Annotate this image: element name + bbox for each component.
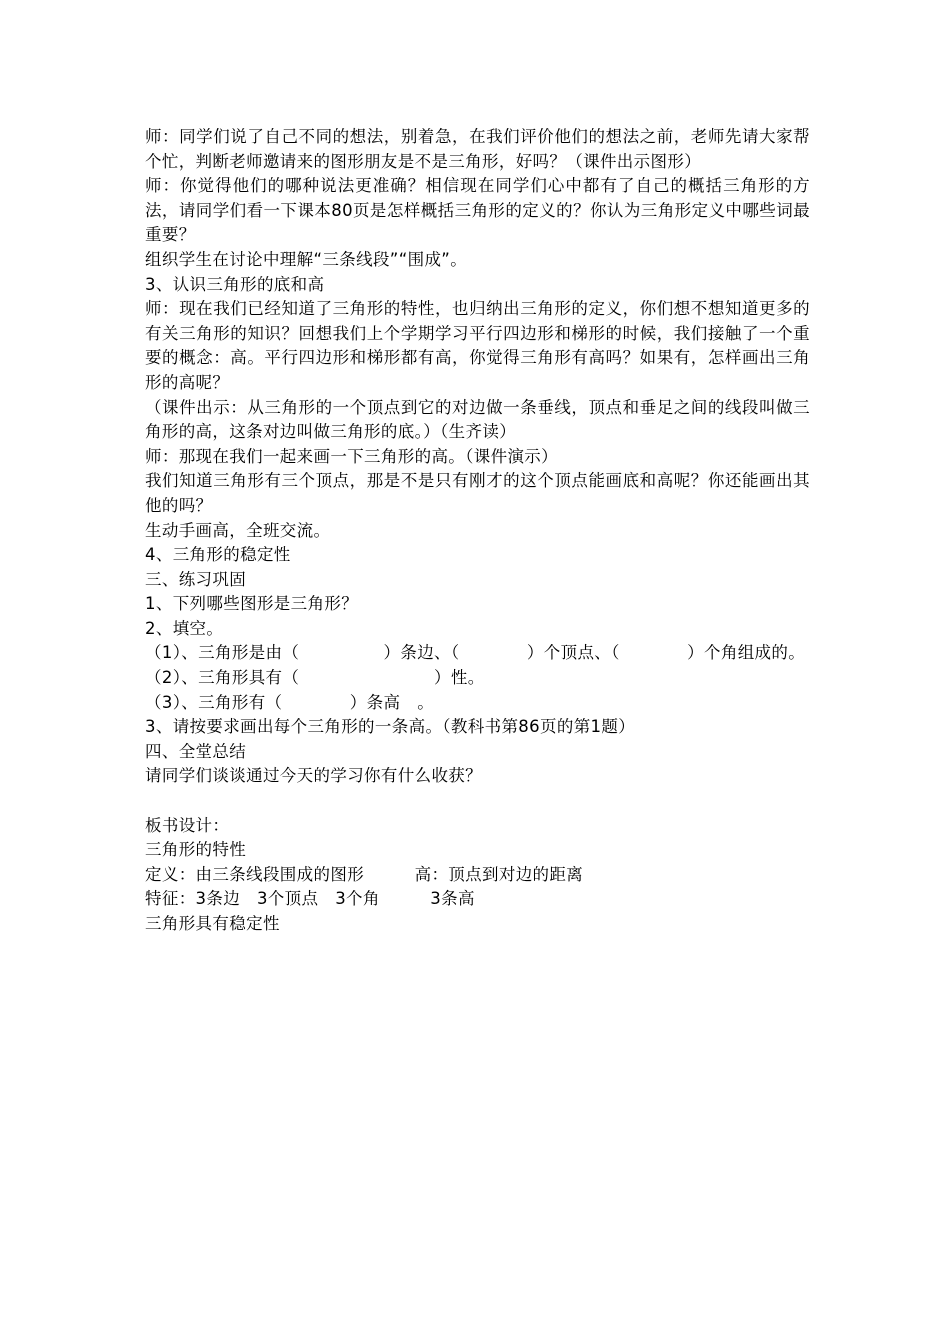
section-base-height-heading: 3、认识三角形的底和高 — [145, 274, 325, 294]
exercise-2-item-3: （3）、三角形有（ ）条高 。 — [145, 692, 435, 712]
section-summary-heading: 四、全堂总结 — [145, 741, 247, 761]
board-definition: 定义：由三条线段围成的图形 高：顶点到对边的距离 — [145, 864, 584, 884]
section-practice-heading: 三、练习巩固 — [145, 569, 247, 589]
exercise-2: 2、填空。 — [145, 618, 224, 638]
exercise-2-item-2: （2）、三角形具有（ ）性。 — [145, 668, 485, 688]
paragraph-teacher-judge-shapes: 师：同学们说了自己不同的想法，别着急，在我们评价他们的想法之前，老师先请大家帮个忙，判断老师邀请来的图形朋友是不是三角形，好吗？（课件出示图形） — [145, 127, 810, 171]
paragraph-teacher-height: 师：现在我们已经知道了三角形的特性，也归纳出三角形的定义，你们想不想知道更多的有关三角形的知识？回想我们上个学期学习平行四边形和梯形的时候，我们接触了一个重要的概念：高。平行四边形和梯形都有高，你觉得三角形有高吗？如果有，怎样画出三角形的高呢？ — [145, 299, 810, 392]
paragraph-three-vertices: 我们知道三角形有三个顶点，那是不是只有刚才的这个顶点能画底和高呢？你还能画出其他的吗？ — [145, 471, 810, 515]
paragraph-students-draw: 生动手画高，全班交流。 — [145, 520, 331, 540]
paragraph-summary-question: 请同学们谈谈通过今天的学习你有什么收获？ — [145, 766, 482, 786]
document-body — [145, 125, 810, 937]
exercise-3: 3、请按要求画出每个三角形的一条高。（教科书第86页的第1题） — [145, 717, 636, 737]
board-features: 特征：3条边 3个顶点 3个角 3条高 — [145, 889, 475, 909]
paragraph-teacher-draw: 师：那现在我们一起来画一下三角形的高。（课件演示） — [145, 446, 558, 466]
board-design-heading: 板书设计： — [145, 815, 230, 835]
paragraph-teacher-definition: 师：你觉得他们的哪种说法更准确？相信现在同学们心中都有了自己的概括三角形的方法，请同学们看一下课本80页是怎样概括三角形的定义的？你认为三角形定义中哪些词最重要？ — [145, 176, 810, 245]
section-stability-heading: 4、三角形的稳定性 — [145, 545, 291, 565]
exercise-2-item-1: （1）、三角形是由（ ）条边、（ ）个顶点、（ ）个角组成的。 — [145, 643, 806, 663]
exercise-1: 1、下列哪些图形是三角形？ — [145, 594, 359, 614]
board-title: 三角形的特性 — [145, 840, 247, 860]
board-stability: 三角形具有稳定性 — [145, 914, 280, 933]
blank-line — [145, 789, 810, 814]
paragraph-discussion: 组织学生在讨论中理解“三条线段”“围成”。 — [145, 249, 468, 269]
paragraph-courseware-definition: （课件出示：从三角形的一个顶点到它的对边做一条垂线，顶点和垂足之间的线段叫做三角形的高，这条对边叫做三角形的底。）（生齐读） — [145, 397, 810, 442]
